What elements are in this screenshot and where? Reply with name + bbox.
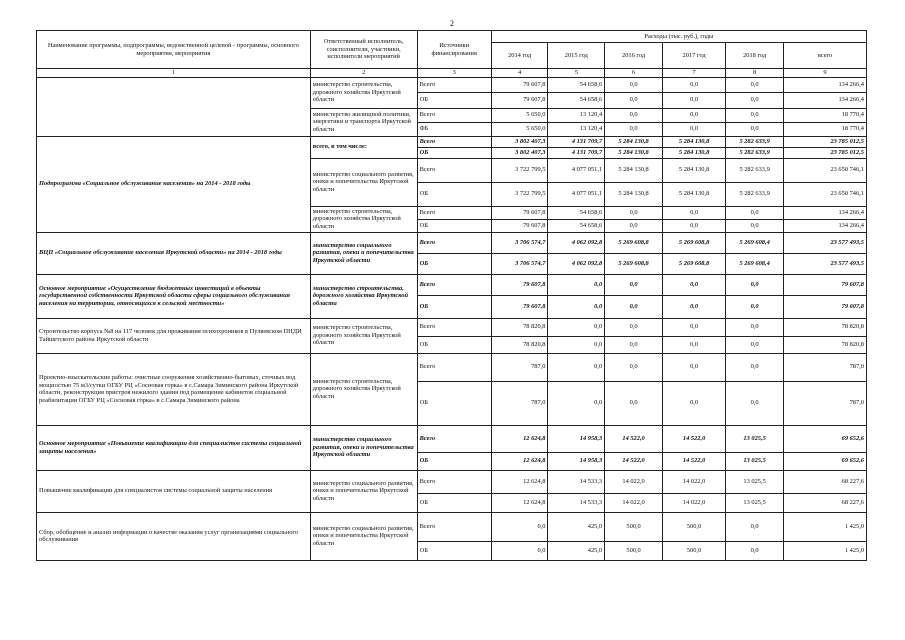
source-cell: Всего <box>417 318 491 336</box>
header-expenses: Расходы (тыс. руб.), годы <box>491 31 866 43</box>
year-value-cell: 0,0 <box>726 541 784 560</box>
total-value-cell: 78 820,8 <box>784 318 867 336</box>
header-source: Источники финансирования <box>417 31 491 69</box>
total-value-cell: 69 652,6 <box>784 452 867 470</box>
year-value-cell: 12 624,8 <box>491 452 548 470</box>
year-value-cell: 0,0 <box>662 122 725 136</box>
year-value-cell: 12 624,8 <box>491 493 548 512</box>
program-name-cell: Основное мероприятие «Осуществление бюджетных инвестиций в объекты государственной собственности Иркутской области сферы социального обслуживания населения на территории, относящихся к сельской местности» <box>37 274 311 318</box>
source-cell: Всего <box>417 108 491 122</box>
total-value-cell: 134 266,4 <box>784 219 867 232</box>
total-value-cell: 79 607,8 <box>784 274 867 295</box>
source-cell: Всего <box>417 158 491 182</box>
program-name-cell <box>37 77 311 136</box>
total-value-cell: 78 820,8 <box>784 336 867 353</box>
year-value-cell: 0,0 <box>662 108 725 122</box>
year-value-cell: 13 025,5 <box>726 470 784 493</box>
year-value-cell: 5 269 608,4 <box>726 232 784 253</box>
year-value-cell: 5 282 633,9 <box>726 158 784 182</box>
year-value-cell: 500,0 <box>662 541 725 560</box>
header-year: 2018 год <box>726 43 784 69</box>
column-index: 5 <box>548 69 605 78</box>
year-value-cell: 0,0 <box>605 353 663 381</box>
year-value-cell: 3 722 799,5 <box>491 182 548 206</box>
table-row <box>37 353 867 381</box>
year-value-cell: 4 077 051,1 <box>548 182 605 206</box>
source-cell: ОБ <box>417 182 491 206</box>
column-index: 9 <box>784 69 867 78</box>
year-value-cell: 0,0 <box>662 77 725 92</box>
year-value-cell: 14 022,0 <box>605 470 663 493</box>
year-value-cell: 12 624,8 <box>491 425 548 452</box>
year-value-cell: 0,0 <box>726 512 784 541</box>
year-value-cell: 14 522,0 <box>662 452 725 470</box>
executor-cell: министерство строительства, дорожного хозяйства Иркутской области <box>310 318 417 353</box>
year-value-cell: 0,0 <box>548 381 605 425</box>
year-value-cell: 79 607,8 <box>491 274 548 295</box>
source-cell: Всего <box>417 77 491 92</box>
total-value-cell: 23 785 012,5 <box>784 136 867 147</box>
year-value-cell: 787,0 <box>491 381 548 425</box>
program-name-cell: Повышение квалификации для специалистов системы социальной защиты населения <box>37 470 311 512</box>
year-value-cell: 5 650,0 <box>491 122 548 136</box>
table-body <box>37 77 867 560</box>
year-value-cell: 4 077 051,1 <box>548 158 605 182</box>
executor-cell: всего, в том числе: <box>310 136 417 158</box>
executor-cell: министерство социального развития, опеки и попечительства Иркутской области <box>310 158 417 206</box>
header-executor: Ответственный исполнитель, соисполнители, участники, исполнители мероприятий <box>310 31 417 69</box>
total-value-cell: 1 425,0 <box>784 541 867 560</box>
year-value-cell: 14 522,0 <box>605 425 663 452</box>
total-value-cell: 23 577 493,5 <box>784 253 867 274</box>
source-cell: ОБ <box>417 541 491 560</box>
year-value-cell: 0,0 <box>662 92 725 108</box>
executor-cell: министерство социального развития, опеки и попечительства Иркутской области <box>310 512 417 560</box>
year-value-cell: 54 658,6 <box>548 77 605 92</box>
year-value-cell: 500,0 <box>662 512 725 541</box>
year-value-cell: 5 269 608,8 <box>605 232 663 253</box>
year-value-cell: 0,0 <box>605 274 663 295</box>
total-value-cell: 23 577 493,5 <box>784 232 867 253</box>
year-value-cell: 3 722 799,5 <box>491 158 548 182</box>
page-number: 2 <box>450 19 454 28</box>
year-value-cell: 5 284 130,8 <box>605 136 663 147</box>
year-value-cell: 425,0 <box>548 512 605 541</box>
year-value-cell: 3 802 407,3 <box>491 147 548 158</box>
year-value-cell: 0,0 <box>605 122 663 136</box>
column-index: 7 <box>662 69 725 78</box>
year-value-cell: 3 706 574,7 <box>491 253 548 274</box>
source-cell: ОБ <box>417 381 491 425</box>
total-value-cell: 68 227,6 <box>784 493 867 512</box>
year-value-cell: 0,0 <box>548 295 605 318</box>
year-value-cell: 0,0 <box>548 353 605 381</box>
year-value-cell: 0,0 <box>662 219 725 232</box>
total-value-cell: 18 770,4 <box>784 108 867 122</box>
year-value-cell: 5 269 608,8 <box>605 253 663 274</box>
year-value-cell: 0,0 <box>605 295 663 318</box>
year-value-cell: 0,0 <box>726 219 784 232</box>
year-value-cell: 0,0 <box>726 108 784 122</box>
total-value-cell: 134 266,4 <box>784 92 867 108</box>
table-row <box>37 274 867 295</box>
year-value-cell: 5 269 608,8 <box>662 253 725 274</box>
year-value-cell: 54 658,6 <box>548 219 605 232</box>
year-value-cell: 14 533,3 <box>548 470 605 493</box>
year-value-cell: 5 282 633,9 <box>726 147 784 158</box>
year-value-cell: 5 282 633,9 <box>726 136 784 147</box>
year-value-cell: 425,0 <box>548 541 605 560</box>
year-value-cell: 0,0 <box>662 206 725 219</box>
year-value-cell: 14 958,3 <box>548 452 605 470</box>
source-cell: ОБ <box>417 219 491 232</box>
year-value-cell: 5 282 633,9 <box>726 182 784 206</box>
executor-cell: министерство строительства, дорожного хозяйства Иркутской области <box>310 206 417 232</box>
executor-cell: министерство социального развития, опеки и попечительства Иркутской области <box>310 232 417 274</box>
program-name-cell: Подпрограмма «Социальное обслуживание населения» на 2014 - 2018 годы <box>37 136 311 232</box>
source-cell: Всего <box>417 206 491 219</box>
total-value-cell: 787,0 <box>784 381 867 425</box>
year-value-cell: 79 607,8 <box>491 295 548 318</box>
year-value-cell: 0,0 <box>726 353 784 381</box>
year-value-cell: 5 284 130,8 <box>662 158 725 182</box>
program-name-cell: Строительство корпуса №8 на 117 человек для проживания психохроников в Пуляевском ПНДИ Тайшетского района Иркутской области <box>37 318 311 353</box>
executor-cell: министерство строительства, дорожного хозяйства Иркутской области <box>310 353 417 425</box>
year-value-cell: 13 120,4 <box>548 122 605 136</box>
year-value-cell: 14 958,3 <box>548 425 605 452</box>
year-value-cell: 0,0 <box>605 318 663 336</box>
total-value-cell: 23 650 746,1 <box>784 182 867 206</box>
year-value-cell: 13 120,4 <box>548 108 605 122</box>
year-value-cell: 14 522,0 <box>662 425 725 452</box>
year-value-cell: 4 131 709,7 <box>548 136 605 147</box>
year-value-cell: 5 284 130,8 <box>662 147 725 158</box>
year-value-cell: 79 607,8 <box>491 206 548 219</box>
year-value-cell: 79 607,8 <box>491 77 548 92</box>
year-value-cell: 0,0 <box>662 274 725 295</box>
source-cell: Всего <box>417 136 491 147</box>
source-cell: ОБ <box>417 295 491 318</box>
year-value-cell: 0,0 <box>548 336 605 353</box>
header-year: 2015 год <box>548 43 605 69</box>
year-value-cell: 0,0 <box>491 512 548 541</box>
total-value-cell: 787,0 <box>784 353 867 381</box>
table-row <box>37 470 867 493</box>
executor-cell: министерство социального развития, опеки и попечительства Иркутской области <box>310 425 417 470</box>
year-value-cell: 0,0 <box>605 77 663 92</box>
year-value-cell: 3 802 407,3 <box>491 136 548 147</box>
source-cell: Всего <box>417 425 491 452</box>
table-row <box>37 425 867 452</box>
year-value-cell: 0,0 <box>548 274 605 295</box>
year-value-cell: 500,0 <box>605 512 663 541</box>
program-name-cell: ВЦП «Социальное обслуживание населения Иркутской области» на 2014 - 2018 годы <box>37 232 311 274</box>
year-value-cell: 14 522,0 <box>605 452 663 470</box>
executor-cell: министерство социального развития, опеки и попечительства Иркутской области <box>310 470 417 512</box>
year-value-cell: 787,0 <box>491 353 548 381</box>
column-index: 4 <box>491 69 548 78</box>
year-value-cell: 0,0 <box>662 381 725 425</box>
year-value-cell: 0,0 <box>605 206 663 219</box>
source-cell: Всего <box>417 512 491 541</box>
column-index: 8 <box>726 69 784 78</box>
source-cell: ОБ <box>417 452 491 470</box>
program-name-cell: Проектно-изыскательские работы: очистные сооружения хозяйственно-бытовых, сточных вод мощностью 75 м3/сутки ОГБУ РЦ «Сосновая горка» в с.Самара Зиминского района Иркутской области, реконструкция пристроя нежилого здания под размещение кабинетов социальной реабилитации ОГБУ РЦ «Сосновая горка» в с.Самара Зиминского района <box>37 353 311 425</box>
column-index: 2 <box>310 69 417 78</box>
year-value-cell: 0,0 <box>605 381 663 425</box>
year-value-cell: 78 820,8 <box>491 318 548 336</box>
total-value-cell: 69 652,6 <box>784 425 867 452</box>
year-value-cell: 0,0 <box>726 336 784 353</box>
year-value-cell: 5 284 130,8 <box>662 136 725 147</box>
year-value-cell: 54 658,6 <box>548 92 605 108</box>
year-value-cell: 0,0 <box>605 336 663 353</box>
total-value-cell: 134 266,4 <box>784 77 867 92</box>
year-value-cell: 4 062 092,8 <box>548 253 605 274</box>
source-cell: ОБ <box>417 253 491 274</box>
year-value-cell: 5 269 608,4 <box>726 253 784 274</box>
year-value-cell: 0,0 <box>726 381 784 425</box>
year-value-cell: 14 022,0 <box>605 493 663 512</box>
year-value-cell: 0,0 <box>726 318 784 336</box>
column-index: 6 <box>605 69 663 78</box>
year-value-cell: 5 284 130,8 <box>605 182 663 206</box>
source-cell: ОБ <box>417 493 491 512</box>
year-value-cell: 13 025,5 <box>726 452 784 470</box>
year-value-cell: 4 131 709,7 <box>548 147 605 158</box>
year-value-cell: 0,0 <box>605 92 663 108</box>
table-row <box>37 136 867 147</box>
executor-cell: министерство жилищной политики, энергетики и транспорта Иркутской области <box>310 108 417 136</box>
total-value-cell: 68 227,6 <box>784 470 867 493</box>
program-name-cell: Сбор, обобщение и анализ информации о качестве оказания услуг организациями социального обслуживания <box>37 512 311 560</box>
table-row <box>37 512 867 541</box>
total-value-cell: 79 607,8 <box>784 295 867 318</box>
program-name-cell: Основное мероприятие «Повышение квалификации для специалистов системы социальной защиты населения» <box>37 425 311 470</box>
source-cell: ОБ <box>417 147 491 158</box>
year-value-cell: 54 658,6 <box>548 206 605 219</box>
year-value-cell: 5 284 130,8 <box>605 147 663 158</box>
executor-cell: министерство строительства, дорожного хозяйства Иркутской области <box>310 274 417 318</box>
year-value-cell: 0,0 <box>662 318 725 336</box>
header-total: всего <box>784 43 867 69</box>
column-index: 1 <box>37 69 311 78</box>
year-value-cell: 79 607,8 <box>491 92 548 108</box>
year-value-cell: 0,0 <box>605 108 663 122</box>
year-value-cell: 4 062 092,8 <box>548 232 605 253</box>
total-value-cell: 18 770,4 <box>784 122 867 136</box>
total-value-cell: 1 425,0 <box>784 512 867 541</box>
table-row <box>37 318 867 336</box>
year-value-cell: 5 269 608,8 <box>662 232 725 253</box>
source-cell: Всего <box>417 353 491 381</box>
header-year: 2016 год <box>605 43 663 69</box>
source-cell: Всего <box>417 470 491 493</box>
year-value-cell: 0,0 <box>726 77 784 92</box>
year-value-cell: 14 533,3 <box>548 493 605 512</box>
year-value-cell: 0,0 <box>491 541 548 560</box>
expenses-table <box>36 30 867 561</box>
year-value-cell: 78 820,8 <box>491 336 548 353</box>
executor-cell: министерство строительства, дорожного хозяйства Иркутской области <box>310 77 417 108</box>
source-cell: ОБ <box>417 92 491 108</box>
year-value-cell: 13 025,5 <box>726 493 784 512</box>
year-value-cell: 0,0 <box>662 353 725 381</box>
source-cell: ФБ <box>417 122 491 136</box>
header-year: 2014 год <box>491 43 548 69</box>
year-value-cell: 14 022,0 <box>662 493 725 512</box>
header-year: 2017 год <box>662 43 725 69</box>
year-value-cell: 0,0 <box>726 206 784 219</box>
total-value-cell: 134 266,4 <box>784 206 867 219</box>
source-cell: ОБ <box>417 336 491 353</box>
year-value-cell: 12 624,8 <box>491 470 548 493</box>
total-value-cell: 23 785 012,5 <box>784 147 867 158</box>
header-name: Наименование программы, подпрограммы, ведомственной целевой - программы, основного мероприятия, мероприятия <box>37 31 311 69</box>
year-value-cell: 0,0 <box>726 274 784 295</box>
year-value-cell: 0,0 <box>605 219 663 232</box>
total-value-cell: 23 650 746,1 <box>784 158 867 182</box>
year-value-cell: 500,0 <box>605 541 663 560</box>
year-value-cell: 13 025,5 <box>726 425 784 452</box>
year-value-cell: 0,0 <box>662 336 725 353</box>
source-cell: Всего <box>417 274 491 295</box>
year-value-cell: 79 607,8 <box>491 219 548 232</box>
year-value-cell: 3 706 574,7 <box>491 232 548 253</box>
column-index: 3 <box>417 69 491 78</box>
year-value-cell: 0,0 <box>726 122 784 136</box>
year-value-cell: 0,0 <box>548 318 605 336</box>
year-value-cell: 5 284 130,8 <box>605 158 663 182</box>
year-value-cell: 5 284 130,8 <box>662 182 725 206</box>
year-value-cell: 0,0 <box>726 295 784 318</box>
table-row <box>37 232 867 253</box>
year-value-cell: 5 650,0 <box>491 108 548 122</box>
year-value-cell: 0,0 <box>726 92 784 108</box>
year-value-cell: 0,0 <box>662 295 725 318</box>
table-row <box>37 77 867 92</box>
source-cell: Всего <box>417 232 491 253</box>
year-value-cell: 14 022,0 <box>662 470 725 493</box>
